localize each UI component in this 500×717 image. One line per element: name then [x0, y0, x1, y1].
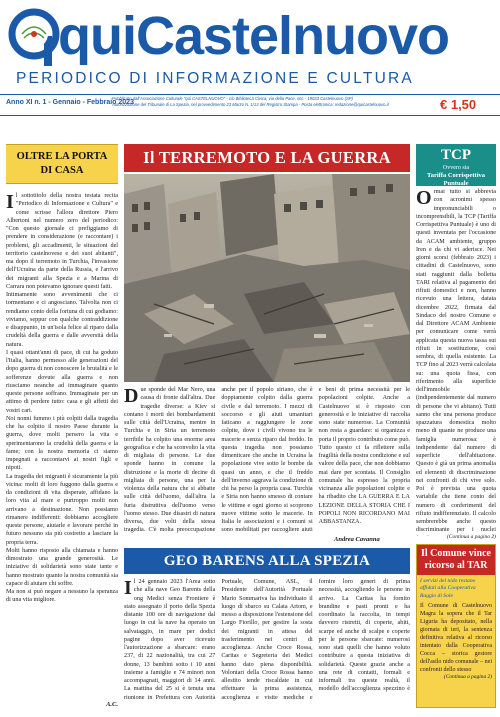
info-bar	[0, 94, 500, 116]
geo-article-title: GEO BARENS ALLA SPEZIA	[124, 548, 410, 574]
tar-lead: I servizi del nido restano affidati alla Cooperativa Raggio di Sole	[420, 578, 476, 599]
masthead	[0, 0, 500, 120]
continued-note: (Continua a pagina 2)	[443, 674, 492, 681]
dropcap: I	[124, 578, 132, 599]
main-article-signature: Andrea Cavanna	[334, 536, 380, 543]
issue-number: Anno XI n. 1 - Gennaio - Febbraio 2023	[6, 99, 134, 106]
main-article-title: Il TERREMOTO E LA GUERRA	[124, 144, 410, 172]
rubble-image	[124, 174, 410, 382]
earthquake-photo	[124, 174, 410, 382]
tcp-article-body: Ormai tutto si abbreviа con acronimi spesso impronunciabili o incomprensibili, la TCP (Tariffa Corrispettiva Puntuale) è uno di questi inventata per l'occasione da ACAM ambiente, gruppo Iren e da chi vi aderisce. Nei giorni scorsi (febbraio 2023) i cittadini di Castelnuovo, sono stati raggiunti dalla bolletta TARI relativa al pagamento dei rifiuti domestici e non, hanno ricevuto una lettera, datata dicembre 2022, firmata dal Sindaco del nostro Comune e dal Direttore ACAM Ambiente per comunicare come verrà applicata questa nuova tassa sui rifiuti in sostituzione, così sembra, di quella esistente. La TCP fino al 2023 verrà calcolata su: una quota fissa, con riferimento alla superficie dell'immobile (indipendentemente dal numero di persone che vi abitano). Tutti sanno che una persona produce spazzatura domestica molto meno di quante ne produce una famiglia numerosa: è indipendente dal numero di superficie dell'abitazione. Questo è già un prima anomalia ed elementi di discriminazione nei confronti di chi vive solo. Poi è prevista una quota variabile che tiene conto del numero di conferimenti del rifiuto indifferenziato. Il calcolo sembrerebbe anche questo discriminante per i nuclei	[416, 188, 496, 534]
tar-box	[416, 544, 496, 708]
tar-body: Il Comune di Castelnuovo Magra la sopera che il Tar Liguria ha depositato, nella giornata di ieri, la sentenza definitiva relativa al ricorso intentato dalla Cooperativa Cocca – storica gestore dell'asilo nido comunale – nei confronti dello stesso	[420, 603, 492, 674]
tcp-title: TCP	[441, 147, 471, 163]
dropcap: I	[6, 191, 14, 213]
continued-note: (Continua a pagina 2)	[446, 534, 496, 540]
geo-article-body: Il 24 gennaio 2023 l'Area sotto che alla nave Geo Barents della ong Medici senza Frontiere è stato assegnato il porto della Spezia distante 100 ore di navigazione dal luogo in cui la nave ha operato un salvataggio, in mare per dodici pagine dopo aver ricevuto l'autorizzazione a sbarcare: erano 237, di 22 nazionalità, tra cui 27 donne, 13 bambini sotto i 10 anni insieme a famiglie e 74 minori non accompagnati, maggiori di 14 anni. La mattina del 25 si è tenuta una riunione in Prefettura con Autorità Portuale, Comune, ASL, il Presidente dell'Autorità Portuale Mario Sommariva ha individuato il luogo di sbarco su Calata Artom, e messo a disposizione l'estensione del Largo Fiorillo, per gestire la sosta dei migranti in attesa del trasferimento nei centri di accoglienza. Anche Croce Rossa, Caritas e Segreteria dei Medici hanno dato piena disponibilità. Volontari della Croce Rossa hanno allestito tende riscaldate in cui effettuare la prima assistenza, accoglienza e visite mediche e fornire loro generi di prima necessità, accogliendo le persone in arrivo. La Caritas ha fornito brandine e pasti pronti e ha coordinato la raccolta, in tempi davvero ristretti, di coperte, abiti, scarpe ed anche di scalpe e coperte per le persone sbarcate: numerosi sono stati quelli che hanno voluto contribuire a questa iniziativa di solidarietà. Queste grazie anche a una rete di contatti, formali e informali tra queste realtà, il modello dell'accoglienza spezzino è	[124, 578, 410, 701]
main-article-body: Due sponde del Mar Nero, una causa di fronte dall'altra. Due tragedie diverse: a Kiev si contano i morti dei bombardamenti sulle città dell'Ucraina, mentre in Turchia e in Siria un terremoto terribile ha colpito una enorme area geografica e che ha sconvolto la vita di migliaia di persone. Le due sponde hanno in comune la distruzione e la morte di decine di migliaia di persone, una per la violenza della natura che si abbatte sulle città dell'uomo, dall'altra la furia distruttiva dell'uomo verso l'uomo stesso. Due disastri di natura diversa, due volti della stessa tragedia. C'è molta preoccupazione anche per il popolo siriano, che è doppiamente colpito dalla guerra civile e dal terremoto. I mezzi di soccorso e gli aiuti umanitari faticano a raggiungere le zone colpite, dove i civili vivono tra le macerie e senza riparo dal freddo. In questa tragedia non possiamo dimenticare che anche in Ucraina la popolazione vive sotto le bombe da quasi un anno, e che il freddo dell'inverno aggrava la condizione di chi ha perso la propria casa. Turchia e Siria non hanno smesso di contare le vittime e ogni giorno si scoprono nuove vittime sotto le macerie. In Italia le associazioni e i comuni si sono mobilitati per raccogliere aiuti e beni di prima necessità per le popolazioni colpite. Anche a Castelnuovo si è risposto con generosità e le iniziative di raccolta sono state numerose. La Comunità non resta a guardare: si organizza e porta il proprio contributo come può. Tutto questo ci fa riflettere sulla fragilità della nostra condizione e sul valore della pace, che non dobbiamo mai dare per scontata. Il Consiglio comunale ha espresso la propria vicinanza alle popolazioni colpite e ha ribadito che LA GUERRA E LA LEZIONE DELLA STORIA CHE I POPOLI NON RICORDANO MAI ABBASTANZA.	[124, 386, 410, 534]
left-article-signature: A.C.	[106, 701, 118, 708]
q-logo-icon	[8, 6, 60, 70]
masthead-title: quiCastelnuovo	[58, 6, 450, 66]
dropcap: O	[416, 188, 432, 209]
left-article-title: OLTRE LA PORTA DI CASA	[6, 144, 118, 184]
tcp-subtitle-2: Tariffa Corrispettiva Puntuale	[426, 172, 486, 187]
tcp-subtitle-1: Ovvero sia	[442, 165, 470, 171]
tcp-title-box	[416, 144, 496, 186]
left-article-body: Il sottotitolo della nostra testata recita "Periodico di Informazione e Cultura" e come scrisse l'allora direttore Piero Albertoni nel numero zero del periodico: "Con questo giornale ci prefiggiamo di prendere in considerazione (e raccontare) i problemi, gli accadimenti, le situazioni del territorio castelnovese e dei suoi abitanti", ma dopo il terremoto in Turchia, l'invasione dell'Ucraina da parte della Russia, e l'arrivo dei migranti alla Spezia e a Marina di Carrara non potevamo ignorare questi fatti. Intimamente sono avvenimenti che ci tormentano e ci angosciano. Talvolta non ci rendiamo conto della fortuna di cui godiamo: viviamo, seppur con qualche contraddizione e disappunto, in un'isola felice al riparo dalla crudeltà della guerra e dalle avversità della natura. I quasi ottant'anni di pace, di cui ha goduto l'Italia, hanno permesso alle generazioni del dopo guerra di non conoscere le brutalità e le sofferenze dovute alla guerra e non riusciamo neanche ad immaginare quanto queste persone soffrano. Immaginate per un attimo di perdere tutto: casa e gli affetti dei vostri cari. Noi nonni fummo i più colpiti dalla tragedia che ha colpito il nostro Paese durante la guerra, dove molti persero la vita e sperimentarono la crudeltà della guerra e la fame; con la nostra memoria ci siamo impegnati a raccontarvi ai nostri figli e nipoti. La tragedia dei migranti è sicuramente la più vicina: molti di loro fuggono dalla guerra e da condizioni di vita disperate, affidano la loro vita al mare e purtroppo molti non arrivano a destinazione. Non possiamo rimanere indifferenti: dobbiamo accogliere queste persone, aiutarle e lavorare perché in futuro nessuno sia più costretto a lasciare la propria terra. Molti hanno risposto alla chiamata e hanno dimostrato una grande generosità. Le iniziative di solidarietà sono state tante e hanno mostrato quanto la nostra comunità sia capace di aiutare chi soffre. Ma non si può negare a nessuno la speranza di una vita migliore.	[6, 191, 118, 604]
publisher-info: Pubblicato dall'Associazione Culturale "qui CASTELNUOVO" - c/o Biblioteca Civica, via della Pace, snc - 19033 Castelnuovo (SP) Autorizzazione del Tribunale di La Spezia, nel provvedimento 23 Marzo N. 1/13 del Registro Stampa - Posta elettronica: redazione@quicastelnuovo.it	[112, 96, 389, 107]
price: € 1,50	[440, 97, 477, 112]
masthead-subtitle: PERIODICO DI INFORMAZIONE E CULTURA	[16, 70, 414, 87]
tar-title: Il Comune vince ricorso al TAR	[417, 545, 495, 575]
dropcap: D	[124, 386, 139, 407]
left-article	[6, 144, 118, 708]
